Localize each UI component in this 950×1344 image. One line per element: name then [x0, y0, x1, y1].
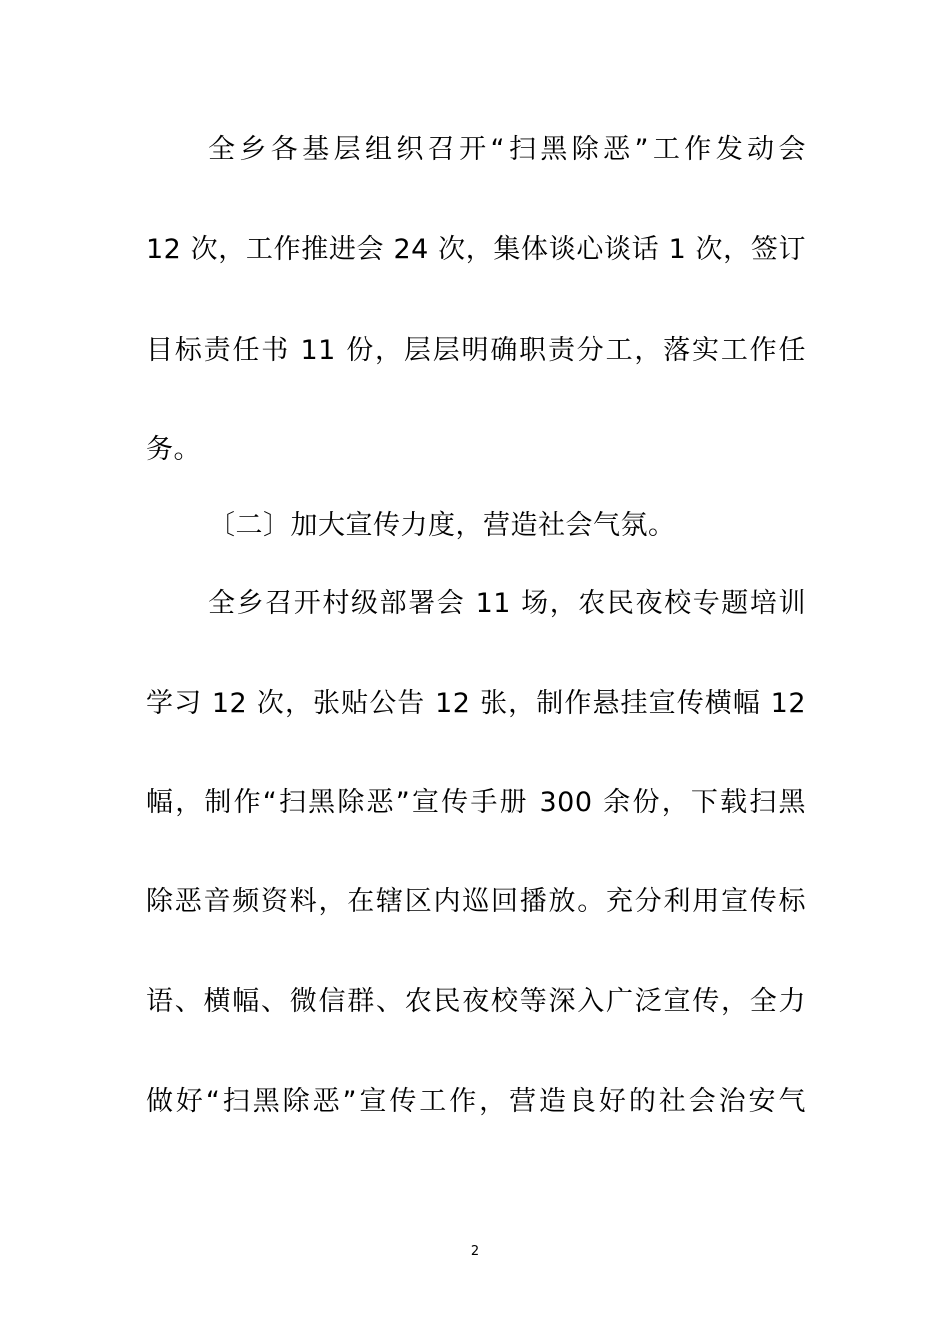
paragraph-2-line-2: 学习 12 次，张贴公告 12 张，制作悬挂宣传横幅 12	[146, 688, 806, 719]
paragraph-1-line-1: 全乡各基层组织召开“扫黑除恶”工作发动会	[208, 134, 806, 165]
paragraph-1-line-4: 务。	[146, 434, 201, 465]
paragraph-2-line-6: 做好“扫黑除恶”宣传工作，营造良好的社会治安气	[146, 1086, 806, 1117]
paragraph-2-line-5: 语、横幅、微信群、农民夜校等深入广泛宣传，全力	[146, 986, 806, 1017]
paragraph-1-line-2: 12 次，工作推进会 24 次，集体谈心谈话 1 次，签订	[146, 234, 806, 265]
paragraph-1-line-3: 目标责任书 11 份，层层明确职责分工，落实工作任	[146, 335, 806, 366]
paragraph-2-line-4: 除恶音频资料，在辖区内巡回播放。充分利用宣传标	[146, 886, 806, 917]
section-heading: 〔二〕加大宣传力度，营造社会气氛。	[208, 510, 676, 541]
paragraph-2-line-1: 全乡召开村级部署会 11 场，农民夜校专题培训	[208, 588, 806, 619]
paragraph-2-line-3: 幅，制作“扫黑除恶”宣传手册 300 余份，下载扫黑	[146, 787, 806, 818]
page-number: 2	[470, 1244, 480, 1259]
